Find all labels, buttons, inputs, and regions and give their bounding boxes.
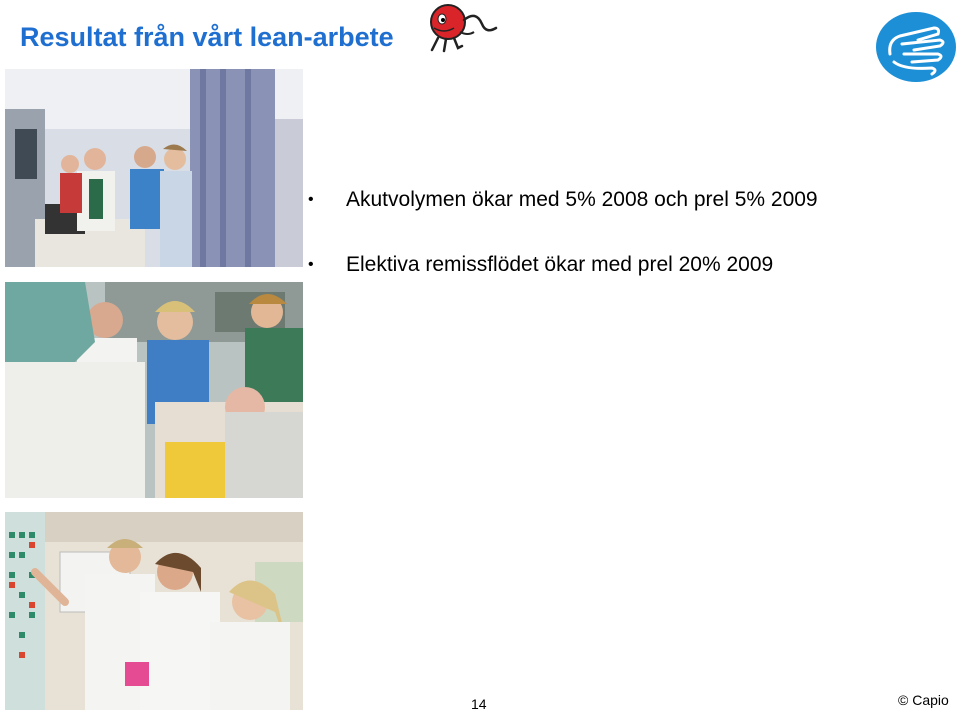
bullet-text: Elektiva remissflödet ökar med prel 20% 2009: [346, 253, 774, 276]
bullet-text: Akutvolymen ökar med 5% 2008 och prel 5% 2009: [346, 188, 818, 211]
slide-title: Resultat från vårt lean-arbete: [20, 22, 394, 52]
hospital-ward-photo: [5, 69, 303, 267]
red-mascot-icon: [424, 2, 504, 54]
bullet-marker: •: [308, 256, 314, 273]
bullet-marker: •: [308, 191, 314, 208]
bullet-list: [308, 184, 818, 314]
bullet-item: [308, 249, 818, 281]
page-number: 14: [471, 696, 487, 712]
nurses-planning-board-photo: [5, 512, 303, 710]
capio-hand-logo-icon: [874, 10, 958, 84]
bullet-item: [308, 184, 818, 216]
emergency-team-photo: [5, 282, 303, 498]
copyright-notice: © Capio: [898, 692, 949, 708]
